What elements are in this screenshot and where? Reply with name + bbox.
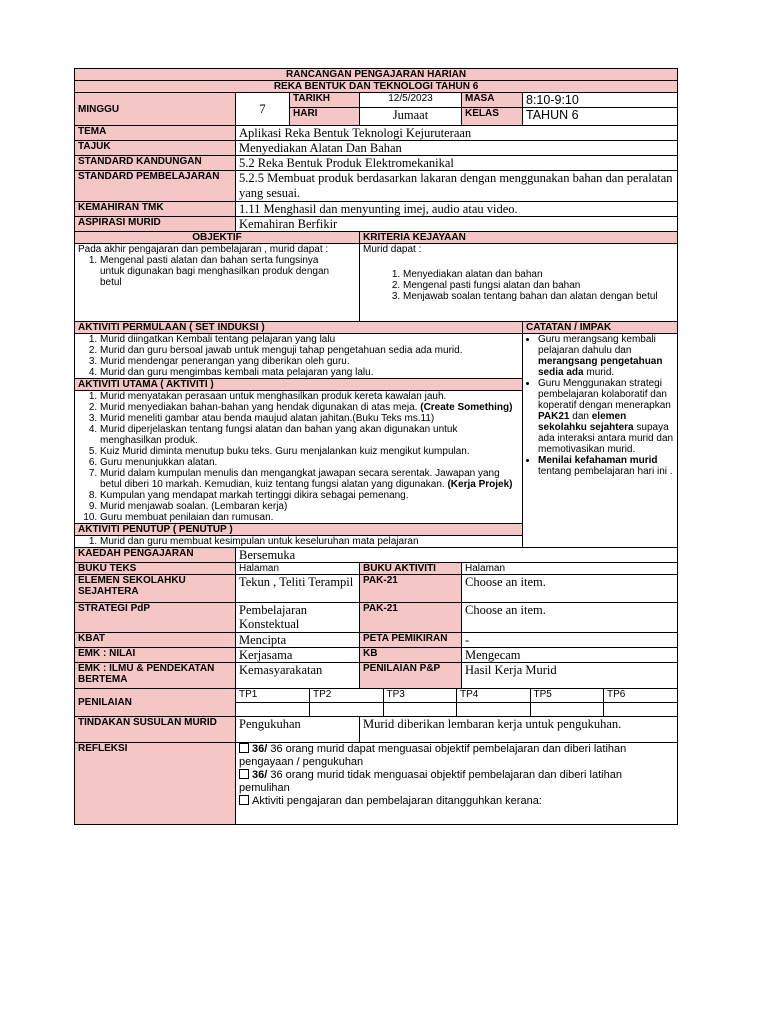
objektif-item: 1. Mengenal pasti alatan dan bahan serta fungsinya untuk digunakan bagi menghasilkan produk dengan betul [100,255,336,288]
utama-item: 10. Guru membuat penilaian dan rumusan. [100,512,519,523]
tindakan-value: Murid diberikan lembaran kerja untuk pengukuhan. [360,717,678,743]
peta-label: PETA PEMIKIRAN [360,633,462,648]
tarikh-label: TARIKH [290,93,360,108]
tp-cell[interactable] [457,703,531,717]
tp-cell[interactable] [604,703,678,717]
tindakan-label: TINDAKAN SUSULAN MURID [75,717,236,743]
tp-header: TP6 [604,689,678,703]
utama-item: 4. Murid diperjelaskan tentang fungsi alatan dan bahan yang akan digunakan untuk menghasilkan produk. [100,424,519,446]
tajuk-value: Menyediakan Alatan Dan Bahan [236,141,678,156]
sp-label: STANDARD PEMBELAJARAN [75,171,236,202]
subject-title: REKA BENTUK DAN TEKNOLOGI TAHUN 6 [75,81,678,93]
refleksi-line: 36/ 36 orang murid dapat menguasai objektif pembelajaran dan diberi latihan pengayaan / pengukuhan [239,743,627,768]
kaedah-label: KAEDAH PENGAJARAN [75,548,236,563]
penutup-header: AKTIVITI PENUTUP ( PENUTUP ) [75,524,522,536]
tarikh-value: 12/5/2023 [360,93,462,108]
kriteria-item: 1. Menyediakan alatan dan bahan [403,269,674,280]
catatan-header: CATATAN / IMPAK [523,322,678,334]
utama-item: 5. Kuiz Murid diminta menutup buku teks. Guru menjalankan kuiz mengikut kumpulan. [100,446,519,457]
sk-label: STANDARD KANDUNGAN [75,156,236,171]
kriteria-intro: Murid dapat : [363,244,422,255]
activities-column [75,334,523,548]
aspirasi-value: Kemahiran Berfikir [236,217,678,232]
pak21-select[interactable]: Choose an item. [462,575,678,603]
permulaan-header: AKTIVITI PERMULAAN ( SET INDUKSI ) [75,322,523,334]
bukuaktiviti-value: Halaman [462,563,678,575]
ilmu-label: EMK : ILMU & PENDEKATAN BERTEMA [75,663,236,689]
tp-cell[interactable] [383,703,457,717]
refleksi-label: REFLEKSI [75,743,236,825]
tp-grid [236,689,678,717]
bukuteks-value: Halaman [236,563,360,575]
refleksi-body [236,743,678,825]
tp-cell[interactable] [530,703,604,717]
lesson-plan-page [74,68,677,825]
sk-value: 5.2 Reka Bentuk Produk Elektromekanikal [236,156,678,171]
refleksi-line: Aktiviti pengajaran dan pembelajaran ditangguhkan kerana: [239,795,674,808]
kriteria-body [360,244,678,322]
kriteria-item: 2. Mengenal pasti fungsi alatan dan bahan [403,280,674,291]
kbat-label: KBAT [75,633,236,648]
plan-title: RANCANGAN PENGAJARAN HARIAN [75,69,678,81]
catatan-note: • Guru merangsang kembali pelajaran dahulu dan merangsang pengetahuan sedia ada murid. [538,334,674,378]
hari-label: HARI [290,108,360,126]
tmk-label: KEMAHIRAN TMK [75,202,236,217]
objektif-header: OBJEKTIF [75,232,360,244]
checkbox-icon[interactable] [239,769,249,779]
tema-value: Aplikasi Reka Bentuk Teknologi Kejuruteraan [236,126,678,141]
tp-cell[interactable] [236,703,310,717]
minggu-value: 7 [236,93,290,126]
pak21-select-2[interactable]: Choose an item. [462,603,678,633]
kbat-value: Mencipta [236,633,360,648]
ess-value: Tekun , Teliti Terampil [236,575,360,603]
kaedah-value: Bersemuka [236,548,678,563]
permulaan-item: 4. Murid dan guru mengimbas kembali mata pelajaran yang lalu. [100,367,519,378]
peta-value: - [462,633,678,648]
objektif-body [75,244,360,322]
masa-label: MASA [462,93,523,108]
permulaan-item: 2. Murid dan guru bersoal jawab untuk menguji tahap pengetahuan sedia ada murid. [100,345,519,356]
tp-header: TP1 [236,689,310,703]
aspirasi-label: ASPIRASI MURID [75,217,236,232]
tp-header: TP2 [310,689,384,703]
bukuaktiviti-label: BUKU AKTIVITI [360,563,462,575]
kb-value: Mengecam [462,648,678,663]
kelas-value: TAHUN 6 [523,108,678,126]
sp-value: 5.2.5 Membuat produk berdasarkan lakaran dengan menggunakan bahan dan peralatan yang sesuai. [236,171,678,202]
utama-item: 1. Murid menyatakan perasaan untuk menghasilkan produk kereta kawalan jauh. [100,391,519,402]
utama-item: 6. Guru menunjukkan alatan. [100,457,519,468]
masa-value: 8:10-9:10 [523,93,678,108]
tindakan-type: Pengukuhan [236,717,360,743]
strategi-label: STRATEGI PdP [75,603,236,633]
penilaianpp-label: PENILAIAN P&P [360,663,462,689]
nilai-value: Kerjasama [236,648,360,663]
kb-label: KB [360,648,462,663]
utama-header: AKTIVITI UTAMA ( AKTIVITI ) [75,379,522,391]
utama-item: 2. Murid menyediakan bahan-bahan yang hendak digunakan di atas meja. (Create Something) [100,402,519,413]
penutup-item: 1. Murid dan guru membuat kesimpulan untuk keseluruhan mata pelajaran [100,536,519,547]
tmk-value: 1.11 Menghasil dan menyunting imej, audio atau video. [236,202,678,217]
checkbox-icon[interactable] [239,743,249,753]
permulaan-item: 3. Murid mendengar penerangan yang diberikan oleh guru. [100,356,519,367]
utama-item: 3. Murid meneliti gambar atau benda maujud alatan jahitan.(Buku Teks ms.11) [100,413,519,424]
utama-item: 9. Murid menjawab soalan. (Lembaran kerja) [100,501,519,512]
refleksi-line: 36/ 36 orang murid tidak menguasai objektif pembelajaran dan diberi latihan pemulihan [239,769,622,794]
utama-item: 8. Kumpulan yang mendapat markah tertinggi dikira sebagai pemenang. [100,490,519,501]
ess-label: ELEMEN SEKOLAHKU SEJAHTERA [75,575,236,603]
kelas-label: KELAS [462,108,523,126]
permulaan-item: 1. Murid diingatkan Kembali tentang pelajaran yang lalu [100,334,519,345]
pak21-label: PAK-21 [360,575,462,603]
minggu-label: MINGGU [75,93,236,126]
catatan-body [523,334,678,548]
bukuteks-label: BUKU TEKS [75,563,236,575]
strategi-value: Pembelajaran Konstektual [236,603,360,633]
tajuk-label: TAJUK [75,141,236,156]
penilaianpp-value: Hasil Kerja Murid [462,663,678,689]
hari-value: Jumaat [360,108,462,126]
lesson-plan-table [74,68,678,825]
tp-header: TP3 [383,689,457,703]
pak21-label-2: PAK-21 [360,603,462,633]
catatan-note: • Menilai kefahaman murid tentang pembelajaran hari ini . [538,455,674,477]
tp-header: TP5 [530,689,604,703]
penilaian-label: PENILAIAN [75,689,236,717]
tema-label: TEMA [75,126,236,141]
ilmu-value: Kemasyarakatan [236,663,360,689]
objektif-intro: Pada akhir pengajaran dan pembelajaran , murid dapat : [78,244,329,255]
kriteria-header: KRITERIA KEJAYAAN [360,232,678,244]
kriteria-item: 3. Menjawab soalan tentang bahan dan alatan dengan betul [403,291,674,302]
tp-header: TP4 [457,689,531,703]
nilai-label: EMK : NILAI [75,648,236,663]
checkbox-icon[interactable] [239,795,249,805]
utama-item: 7. Murid dalam kumpulan menulis dan mengangkat jawapan secara serentak. Jawapan yang betul diberi 10 markah. Kemudian, kuiz tentang fungsi alatan yang digunakan. (Kerja Projek) [100,468,519,490]
tp-cell[interactable] [310,703,384,717]
catatan-note: • Guru Menggunakan strategi pembelajaran kolaboratif dan koperatif dengan menerapkan PAK21 dan elemen sekolahku sejahtera supaya ada interaksi antara murid dan memotivasikan murid. [538,378,674,455]
